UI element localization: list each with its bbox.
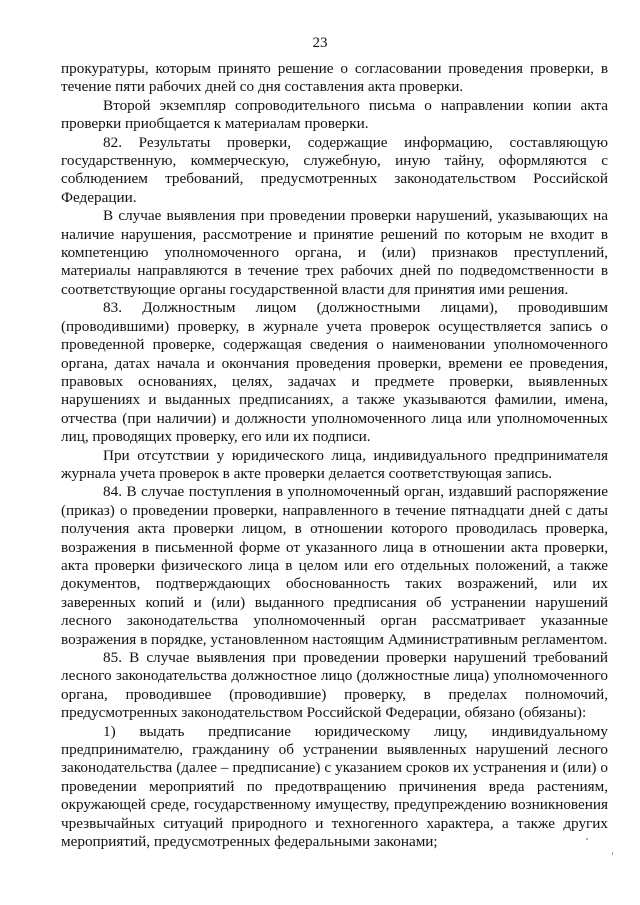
paragraph-violations: В случае выявления при проведении проверки нарушений, указывающих на наличие нарушения, рассмотрение и принятие решений по которым не входит в компетенцию уполномоченного органа, и (или) признаков преступлений, материалы направляются в течение трех рабочих дней по подведомственности в соответствующие органы государственной власти для принятия ими решения. <box>61 207 608 298</box>
paragraph-85-item-1: 1) выдать предписание юридическому лицу, индивидуальному предпринимателю, гражданину об устранении выявленных нарушений лесного законодательства (далее – предписание) с указанием сроков их устранения и (или) о проведении мероприятий по предотвращению причинения вреда растениям, окружающей среде, государственному имуществу, предупреждению возникновения чрезвычайных ситуаций природного и техногенного характера, а также других мероприятий, предусмотренных федеральными законами; <box>61 722 608 851</box>
page-number: 23 <box>312 35 328 51</box>
paragraph-82: 82. Результаты проверки, содержащие информацию, составляющую государственную, коммерческую, служебную, иную тайну, оформляются с соблюдением требований, предусмотренных законодательством Российской Федерации. <box>61 133 608 206</box>
paragraph-84: 84. В случае поступления в уполномоченный орган, издавший распоряжение (приказ) о проведении проверки, направленного в течение пятнадцати дней с даты получения акта проверки лицом, в отношении которого проводилась проверка, возражения в письменной форме от указанного лица в отношении акта проверки, акта проверки физического лица в целом или его отдельных положений, а также документов, подтверждающих обоснованность таких возражений, или их заверенных копий и (или) выданного предписания об устранении нарушений лесного законодательства уполномоченный орган рассматривает указанные возражения в порядке, установленном настоящим Административным регламентом. <box>61 483 608 648</box>
paragraph-second-copy: Второй экземпляр сопроводительного письма о направлении копии акта проверки приобщается к материалам проверки. <box>61 96 608 133</box>
document-body <box>61 60 608 851</box>
paragraph-continuation: прокуратуры, которым принято решение о согласовании проведения проверки, в течение пяти рабочих дней со дня составления акта проверки. <box>61 60 608 96</box>
paragraph-85: 85. В случае выявления при проведении проверки нарушений требований лесного законодательства должностное лицо (должностные лица) уполномоченного органа, проводившее (проводившие) проверку, в пределах полномочий, предусмотренных законодательством Российской Федерации, обязано (обязаны): <box>61 649 608 722</box>
scan-speck <box>586 838 588 840</box>
paragraph-journal: При отсутствии у юридического лица, индивидуального предпринимателя журнала учета проверок в акте проверки делается соответствующая запись. <box>61 446 608 482</box>
scan-speck <box>612 852 613 855</box>
paragraph-83: 83. Должностным лицом (должностными лицами), проводившим (проводившими) проверку, в журнале учета проверок осуществляется запись о проведенной проверке, содержащая сведения о наименовании уполномоченного органа, датах начала и окончания проведения проверки, времени ее проведения, правовых основаниях, целях, задачах и предмете проверки, выявленных нарушениях и выданных предписаниях, а также указываются фамилии, имена, отчества (при наличии) и должности уполномоченного лица или уполномоченных лиц, проводящих проверку, его или их подписи. <box>61 299 608 446</box>
